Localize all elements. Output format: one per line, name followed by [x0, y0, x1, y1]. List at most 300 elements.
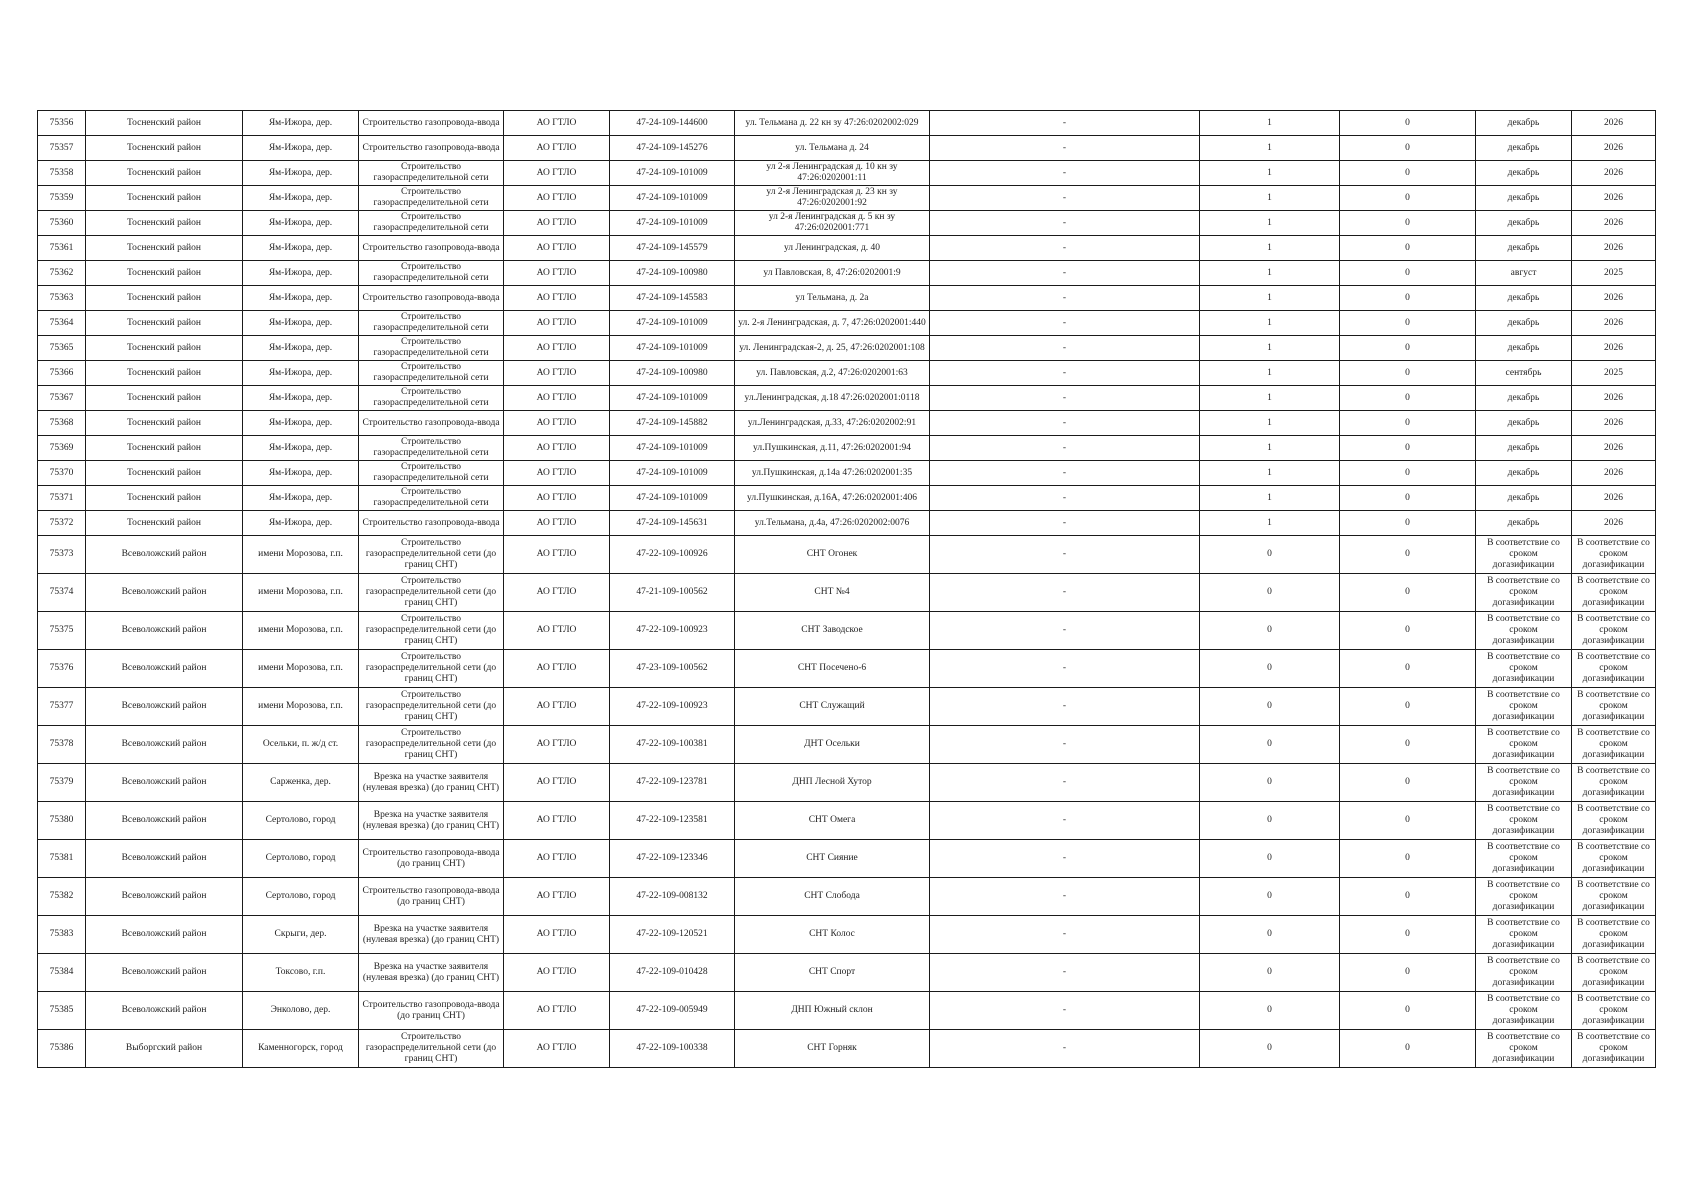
note-cell: -	[930, 111, 1200, 136]
district-cell: Всеволожский район	[86, 954, 243, 992]
row-number-cell: 75374	[38, 574, 86, 612]
note-cell: -	[930, 612, 1200, 650]
year-cell: В соответствие со сроком догазификации	[1572, 688, 1656, 726]
address-cell: СНТ Горняк	[735, 1030, 930, 1068]
year-cell: В соответствие со сроком догазификации	[1572, 726, 1656, 764]
code-cell: 47-24-109-101009	[610, 311, 735, 336]
locality-cell: имени Морозова, г.п.	[243, 536, 359, 574]
organization-cell: АО ГТЛО	[504, 840, 610, 878]
month-cell: декабрь	[1476, 511, 1572, 536]
year-cell: 2026	[1572, 336, 1656, 361]
month-cell: декабрь	[1476, 311, 1572, 336]
count-1-cell: 0	[1200, 612, 1340, 650]
district-cell: Тосненский район	[86, 111, 243, 136]
month-cell: сентябрь	[1476, 361, 1572, 386]
locality-cell: Ям-Ижора, дер.	[243, 261, 359, 286]
count-2-cell: 0	[1340, 1030, 1476, 1068]
month-cell: декабрь	[1476, 136, 1572, 161]
row-number-cell: 75366	[38, 361, 86, 386]
organization-cell: АО ГТЛО	[504, 486, 610, 511]
organization-cell: АО ГТЛО	[504, 574, 610, 612]
locality-cell: Каменногорск, город	[243, 1030, 359, 1068]
organization-cell: АО ГТЛО	[504, 536, 610, 574]
code-cell: 47-22-109-120521	[610, 916, 735, 954]
count-1-cell: 0	[1200, 802, 1340, 840]
code-cell: 47-24-109-145631	[610, 511, 735, 536]
locality-cell: имени Морозова, г.п.	[243, 688, 359, 726]
year-cell: В соответствие со сроком догазификации	[1572, 840, 1656, 878]
work-type-cell: Строительство газораспределительной сети	[359, 386, 504, 411]
locality-cell: Токсово, г.п.	[243, 954, 359, 992]
district-cell: Тосненский район	[86, 411, 243, 436]
locality-cell: Ям-Ижора, дер.	[243, 386, 359, 411]
note-cell: -	[930, 311, 1200, 336]
locality-cell: Сертолово, город	[243, 840, 359, 878]
district-cell: Всеволожский район	[86, 840, 243, 878]
district-cell: Тосненский район	[86, 136, 243, 161]
address-cell: ул Ленинградская, д. 40	[735, 236, 930, 261]
organization-cell: АО ГТЛО	[504, 650, 610, 688]
count-2-cell: 0	[1340, 211, 1476, 236]
note-cell: -	[930, 361, 1200, 386]
count-2-cell: 0	[1340, 954, 1476, 992]
code-cell: 47-21-109-100562	[610, 574, 735, 612]
work-type-cell: Строительство газопровода-ввода (до границ СНТ)	[359, 878, 504, 916]
table-row	[38, 186, 1656, 211]
code-cell: 47-24-109-101009	[610, 436, 735, 461]
organization-cell: АО ГТЛО	[504, 211, 610, 236]
count-1-cell: 0	[1200, 878, 1340, 916]
district-cell: Тосненский район	[86, 436, 243, 461]
count-2-cell: 0	[1340, 111, 1476, 136]
count-1-cell: 0	[1200, 726, 1340, 764]
code-cell: 47-24-109-145583	[610, 286, 735, 311]
district-cell: Тосненский район	[86, 186, 243, 211]
note-cell: -	[930, 954, 1200, 992]
work-type-cell: Строительство газораспределительной сети	[359, 461, 504, 486]
note-cell: -	[930, 726, 1200, 764]
organization-cell: АО ГТЛО	[504, 161, 610, 186]
row-number-cell: 75360	[38, 211, 86, 236]
month-cell: В соответствие со сроком догазификации	[1476, 688, 1572, 726]
month-cell: В соответствие со сроком догазификации	[1476, 802, 1572, 840]
count-1-cell: 0	[1200, 992, 1340, 1030]
organization-cell: АО ГТЛО	[504, 916, 610, 954]
count-1-cell: 0	[1200, 536, 1340, 574]
document-page	[37, 110, 1656, 1068]
count-1-cell: 1	[1200, 236, 1340, 261]
row-number-cell: 75356	[38, 111, 86, 136]
count-2-cell: 0	[1340, 236, 1476, 261]
table-row	[38, 536, 1656, 574]
work-type-cell: Строительство газораспределительной сети (до границ СНТ)	[359, 612, 504, 650]
district-cell: Тосненский район	[86, 211, 243, 236]
work-type-cell: Строительство газораспределительной сети	[359, 336, 504, 361]
count-2-cell: 0	[1340, 186, 1476, 211]
work-type-cell: Строительство газопровода-ввода	[359, 136, 504, 161]
table-row	[38, 461, 1656, 486]
address-cell: ул 2-я Ленинградская д. 23 кн зу 47:26:0202001:92	[735, 186, 930, 211]
gasification-table	[37, 110, 1656, 1068]
table-row	[38, 161, 1656, 186]
work-type-cell: Строительство газопровода-ввода	[359, 411, 504, 436]
work-type-cell: Врезка на участке заявителя (нулевая врезка) (до границ СНТ)	[359, 954, 504, 992]
note-cell: -	[930, 236, 1200, 261]
count-1-cell: 1	[1200, 261, 1340, 286]
code-cell: 47-24-109-144600	[610, 111, 735, 136]
address-cell: ул. 2-я Ленинградская, д. 7, 47:26:0202001:440	[735, 311, 930, 336]
note-cell: -	[930, 211, 1200, 236]
locality-cell: Ям-Ижора, дер.	[243, 236, 359, 261]
count-2-cell: 0	[1340, 650, 1476, 688]
row-number-cell: 75377	[38, 688, 86, 726]
year-cell: 2026	[1572, 286, 1656, 311]
month-cell: декабрь	[1476, 411, 1572, 436]
count-2-cell: 0	[1340, 486, 1476, 511]
count-2-cell: 0	[1340, 311, 1476, 336]
table-row	[38, 211, 1656, 236]
year-cell: В соответствие со сроком догазификации	[1572, 764, 1656, 802]
organization-cell: АО ГТЛО	[504, 286, 610, 311]
month-cell: декабрь	[1476, 336, 1572, 361]
district-cell: Всеволожский район	[86, 878, 243, 916]
organization-cell: АО ГТЛО	[504, 386, 610, 411]
year-cell: 2025	[1572, 261, 1656, 286]
count-2-cell: 0	[1340, 802, 1476, 840]
table-row	[38, 411, 1656, 436]
year-cell: В соответствие со сроком догазификации	[1572, 1030, 1656, 1068]
count-1-cell: 1	[1200, 461, 1340, 486]
table-row	[38, 336, 1656, 361]
count-1-cell: 1	[1200, 211, 1340, 236]
address-cell: ул. Ленинградская-2, д. 25, 47:26:0202001:108	[735, 336, 930, 361]
month-cell: В соответствие со сроком догазификации	[1476, 650, 1572, 688]
address-cell: ул. Тельмана д. 24	[735, 136, 930, 161]
month-cell: В соответствие со сроком догазификации	[1476, 726, 1572, 764]
work-type-cell: Строительство газораспределительной сети	[359, 311, 504, 336]
organization-cell: АО ГТЛО	[504, 311, 610, 336]
table-row	[38, 916, 1656, 954]
address-cell: СНТ №4	[735, 574, 930, 612]
row-number-cell: 75379	[38, 764, 86, 802]
table-row	[38, 574, 1656, 612]
count-2-cell: 0	[1340, 726, 1476, 764]
year-cell: В соответствие со сроком догазификации	[1572, 536, 1656, 574]
note-cell: -	[930, 840, 1200, 878]
note-cell: -	[930, 261, 1200, 286]
work-type-cell: Строительство газораспределительной сети	[359, 261, 504, 286]
district-cell: Тосненский район	[86, 261, 243, 286]
note-cell: -	[930, 161, 1200, 186]
code-cell: 47-24-109-101009	[610, 336, 735, 361]
address-cell: ДНП Лесной Хутор	[735, 764, 930, 802]
district-cell: Тосненский район	[86, 361, 243, 386]
count-1-cell: 0	[1200, 840, 1340, 878]
note-cell: -	[930, 536, 1200, 574]
count-2-cell: 0	[1340, 136, 1476, 161]
address-cell: ул.Тельмана, д.4а, 47:26:0202002:0076	[735, 511, 930, 536]
count-1-cell: 1	[1200, 311, 1340, 336]
organization-cell: АО ГТЛО	[504, 612, 610, 650]
year-cell: В соответствие со сроком догазификации	[1572, 954, 1656, 992]
work-type-cell: Врезка на участке заявителя (нулевая врезка) (до границ СНТ)	[359, 802, 504, 840]
year-cell: 2026	[1572, 511, 1656, 536]
row-number-cell: 75373	[38, 536, 86, 574]
code-cell: 47-22-109-100381	[610, 726, 735, 764]
locality-cell: Ям-Ижора, дер.	[243, 486, 359, 511]
count-2-cell: 0	[1340, 461, 1476, 486]
count-1-cell: 1	[1200, 386, 1340, 411]
count-2-cell: 0	[1340, 261, 1476, 286]
year-cell: 2026	[1572, 436, 1656, 461]
locality-cell: Ям-Ижора, дер.	[243, 111, 359, 136]
code-cell: 47-22-109-100926	[610, 536, 735, 574]
note-cell: -	[930, 574, 1200, 612]
table-row	[38, 511, 1656, 536]
row-number-cell: 75368	[38, 411, 86, 436]
work-type-cell: Строительство газораспределительной сети (до границ СНТ)	[359, 574, 504, 612]
year-cell: В соответствие со сроком догазификации	[1572, 916, 1656, 954]
count-1-cell: 0	[1200, 1030, 1340, 1068]
organization-cell: АО ГТЛО	[504, 436, 610, 461]
code-cell: 47-22-109-100923	[610, 612, 735, 650]
table-row	[38, 878, 1656, 916]
locality-cell: Скрыги, дер.	[243, 916, 359, 954]
code-cell: 47-22-109-123581	[610, 802, 735, 840]
locality-cell: Ям-Ижора, дер.	[243, 186, 359, 211]
count-2-cell: 0	[1340, 878, 1476, 916]
month-cell: декабрь	[1476, 486, 1572, 511]
locality-cell: Ям-Ижора, дер.	[243, 411, 359, 436]
work-type-cell: Строительство газопровода-ввода	[359, 286, 504, 311]
table-row	[38, 311, 1656, 336]
month-cell: декабрь	[1476, 286, 1572, 311]
locality-cell: Ям-Ижора, дер.	[243, 436, 359, 461]
row-number-cell: 75372	[38, 511, 86, 536]
locality-cell: Энколово, дер.	[243, 992, 359, 1030]
note-cell: -	[930, 1030, 1200, 1068]
organization-cell: АО ГТЛО	[504, 136, 610, 161]
count-1-cell: 0	[1200, 764, 1340, 802]
work-type-cell: Строительство газопровода-ввода (до границ СНТ)	[359, 840, 504, 878]
address-cell: ул.Ленинградская, д.33, 47:26:0202002:91	[735, 411, 930, 436]
district-cell: Тосненский район	[86, 511, 243, 536]
locality-cell: Ям-Ижора, дер.	[243, 211, 359, 236]
organization-cell: АО ГТЛО	[504, 954, 610, 992]
count-1-cell: 1	[1200, 336, 1340, 361]
organization-cell: АО ГТЛО	[504, 992, 610, 1030]
note-cell: -	[930, 511, 1200, 536]
row-number-cell: 75357	[38, 136, 86, 161]
district-cell: Всеволожский район	[86, 574, 243, 612]
row-number-cell: 75383	[38, 916, 86, 954]
row-number-cell: 75359	[38, 186, 86, 211]
organization-cell: АО ГТЛО	[504, 878, 610, 916]
code-cell: 47-24-109-101009	[610, 486, 735, 511]
code-cell: 47-24-109-101009	[610, 461, 735, 486]
note-cell: -	[930, 688, 1200, 726]
locality-cell: имени Морозова, г.п.	[243, 612, 359, 650]
count-1-cell: 0	[1200, 954, 1340, 992]
organization-cell: АО ГТЛО	[504, 764, 610, 802]
count-2-cell: 0	[1340, 688, 1476, 726]
work-type-cell: Строительство газопровода-ввода	[359, 236, 504, 261]
row-number-cell: 75365	[38, 336, 86, 361]
count-2-cell: 0	[1340, 336, 1476, 361]
locality-cell: Ям-Ижора, дер.	[243, 136, 359, 161]
address-cell: ул. Павловская, д.2, 47:26:0202001:63	[735, 361, 930, 386]
address-cell: ул.Пушкинская, д.16А, 47:26:0202001:406	[735, 486, 930, 511]
note-cell: -	[930, 436, 1200, 461]
table-row	[38, 261, 1656, 286]
count-1-cell: 0	[1200, 574, 1340, 612]
organization-cell: АО ГТЛО	[504, 186, 610, 211]
note-cell: -	[930, 802, 1200, 840]
row-number-cell: 75385	[38, 992, 86, 1030]
year-cell: 2026	[1572, 111, 1656, 136]
organization-cell: АО ГТЛО	[504, 411, 610, 436]
year-cell: В соответствие со сроком догазификации	[1572, 802, 1656, 840]
organization-cell: АО ГТЛО	[504, 802, 610, 840]
count-1-cell: 1	[1200, 436, 1340, 461]
count-1-cell: 1	[1200, 511, 1340, 536]
table-row	[38, 840, 1656, 878]
organization-cell: АО ГТЛО	[504, 688, 610, 726]
code-cell: 47-24-109-145579	[610, 236, 735, 261]
table-row	[38, 436, 1656, 461]
district-cell: Всеволожский район	[86, 802, 243, 840]
code-cell: 47-24-109-145276	[610, 136, 735, 161]
note-cell: -	[930, 878, 1200, 916]
address-cell: ДНТ Осельки	[735, 726, 930, 764]
locality-cell: имени Морозова, г.п.	[243, 650, 359, 688]
district-cell: Всеволожский район	[86, 726, 243, 764]
row-number-cell: 75384	[38, 954, 86, 992]
year-cell: 2026	[1572, 236, 1656, 261]
work-type-cell: Строительство газораспределительной сети	[359, 436, 504, 461]
count-1-cell: 0	[1200, 688, 1340, 726]
year-cell: В соответствие со сроком догазификации	[1572, 574, 1656, 612]
count-2-cell: 0	[1340, 436, 1476, 461]
code-cell: 47-22-109-100338	[610, 1030, 735, 1068]
table-row	[38, 726, 1656, 764]
code-cell: 47-24-109-101009	[610, 386, 735, 411]
table-row	[38, 992, 1656, 1030]
table-row	[38, 136, 1656, 161]
work-type-cell: Строительство газораспределительной сети (до границ СНТ)	[359, 536, 504, 574]
work-type-cell: Строительство газопровода-ввода	[359, 511, 504, 536]
locality-cell: Ям-Ижора, дер.	[243, 336, 359, 361]
address-cell: СНТ Посечено-6	[735, 650, 930, 688]
organization-cell: АО ГТЛО	[504, 111, 610, 136]
work-type-cell: Строительство газораспределительной сети (до границ СНТ)	[359, 1030, 504, 1068]
count-1-cell: 0	[1200, 916, 1340, 954]
work-type-cell: Строительство газопровода-ввода (до границ СНТ)	[359, 992, 504, 1030]
code-cell: 47-22-109-100923	[610, 688, 735, 726]
table-row	[38, 954, 1656, 992]
table-row	[38, 688, 1656, 726]
note-cell: -	[930, 650, 1200, 688]
year-cell: 2026	[1572, 486, 1656, 511]
month-cell: В соответствие со сроком догазификации	[1476, 612, 1572, 650]
work-type-cell: Строительство газораспределительной сети	[359, 161, 504, 186]
note-cell: -	[930, 461, 1200, 486]
district-cell: Всеволожский район	[86, 688, 243, 726]
note-cell: -	[930, 286, 1200, 311]
table-row	[38, 650, 1656, 688]
district-cell: Тосненский район	[86, 486, 243, 511]
year-cell: 2025	[1572, 361, 1656, 386]
locality-cell: Ям-Ижора, дер.	[243, 361, 359, 386]
locality-cell: Ям-Ижора, дер.	[243, 286, 359, 311]
note-cell: -	[930, 336, 1200, 361]
organization-cell: АО ГТЛО	[504, 1030, 610, 1068]
table-body	[38, 111, 1656, 1068]
district-cell: Тосненский район	[86, 161, 243, 186]
district-cell: Тосненский район	[86, 311, 243, 336]
address-cell: ул 2-я Ленинградская д. 10 кн зу 47:26:0202001:11	[735, 161, 930, 186]
address-cell: ул.Пушкинская, д.14а 47:26:0202001:35	[735, 461, 930, 486]
organization-cell: АО ГТЛО	[504, 361, 610, 386]
district-cell: Всеволожский район	[86, 650, 243, 688]
table-row	[38, 361, 1656, 386]
table-row	[38, 612, 1656, 650]
count-2-cell: 0	[1340, 992, 1476, 1030]
row-number-cell: 75364	[38, 311, 86, 336]
district-cell: Тосненский район	[86, 461, 243, 486]
work-type-cell: Строительство газораспределительной сети (до границ СНТ)	[359, 726, 504, 764]
locality-cell: Ям-Ижора, дер.	[243, 461, 359, 486]
locality-cell: Осельки, п. ж/д ст.	[243, 726, 359, 764]
year-cell: 2026	[1572, 411, 1656, 436]
month-cell: В соответствие со сроком догазификации	[1476, 840, 1572, 878]
count-1-cell: 1	[1200, 411, 1340, 436]
row-number-cell: 75371	[38, 486, 86, 511]
note-cell: -	[930, 764, 1200, 802]
locality-cell: Ям-Ижора, дер.	[243, 511, 359, 536]
month-cell: декабрь	[1476, 111, 1572, 136]
count-1-cell: 1	[1200, 286, 1340, 311]
code-cell: 47-24-109-100980	[610, 261, 735, 286]
code-cell: 47-24-109-101009	[610, 211, 735, 236]
year-cell: 2026	[1572, 386, 1656, 411]
organization-cell: АО ГТЛО	[504, 461, 610, 486]
row-number-cell: 75386	[38, 1030, 86, 1068]
code-cell: 47-23-109-100562	[610, 650, 735, 688]
address-cell: ДНП Южный склон	[735, 992, 930, 1030]
organization-cell: АО ГТЛО	[504, 261, 610, 286]
table-row	[38, 764, 1656, 802]
row-number-cell: 75367	[38, 386, 86, 411]
district-cell: Всеволожский район	[86, 992, 243, 1030]
note-cell: -	[930, 916, 1200, 954]
address-cell: СНТ Спорт	[735, 954, 930, 992]
work-type-cell: Строительство газораспределительной сети	[359, 486, 504, 511]
code-cell: 47-22-109-008132	[610, 878, 735, 916]
count-2-cell: 0	[1340, 386, 1476, 411]
work-type-cell: Строительство газораспределительной сети	[359, 211, 504, 236]
organization-cell: АО ГТЛО	[504, 236, 610, 261]
note-cell: -	[930, 411, 1200, 436]
row-number-cell: 75363	[38, 286, 86, 311]
code-cell: 47-22-109-005949	[610, 992, 735, 1030]
address-cell: СНТ Огонек	[735, 536, 930, 574]
code-cell: 47-24-109-145882	[610, 411, 735, 436]
month-cell: декабрь	[1476, 211, 1572, 236]
row-number-cell: 75381	[38, 840, 86, 878]
count-2-cell: 0	[1340, 361, 1476, 386]
code-cell: 47-24-109-100980	[610, 361, 735, 386]
